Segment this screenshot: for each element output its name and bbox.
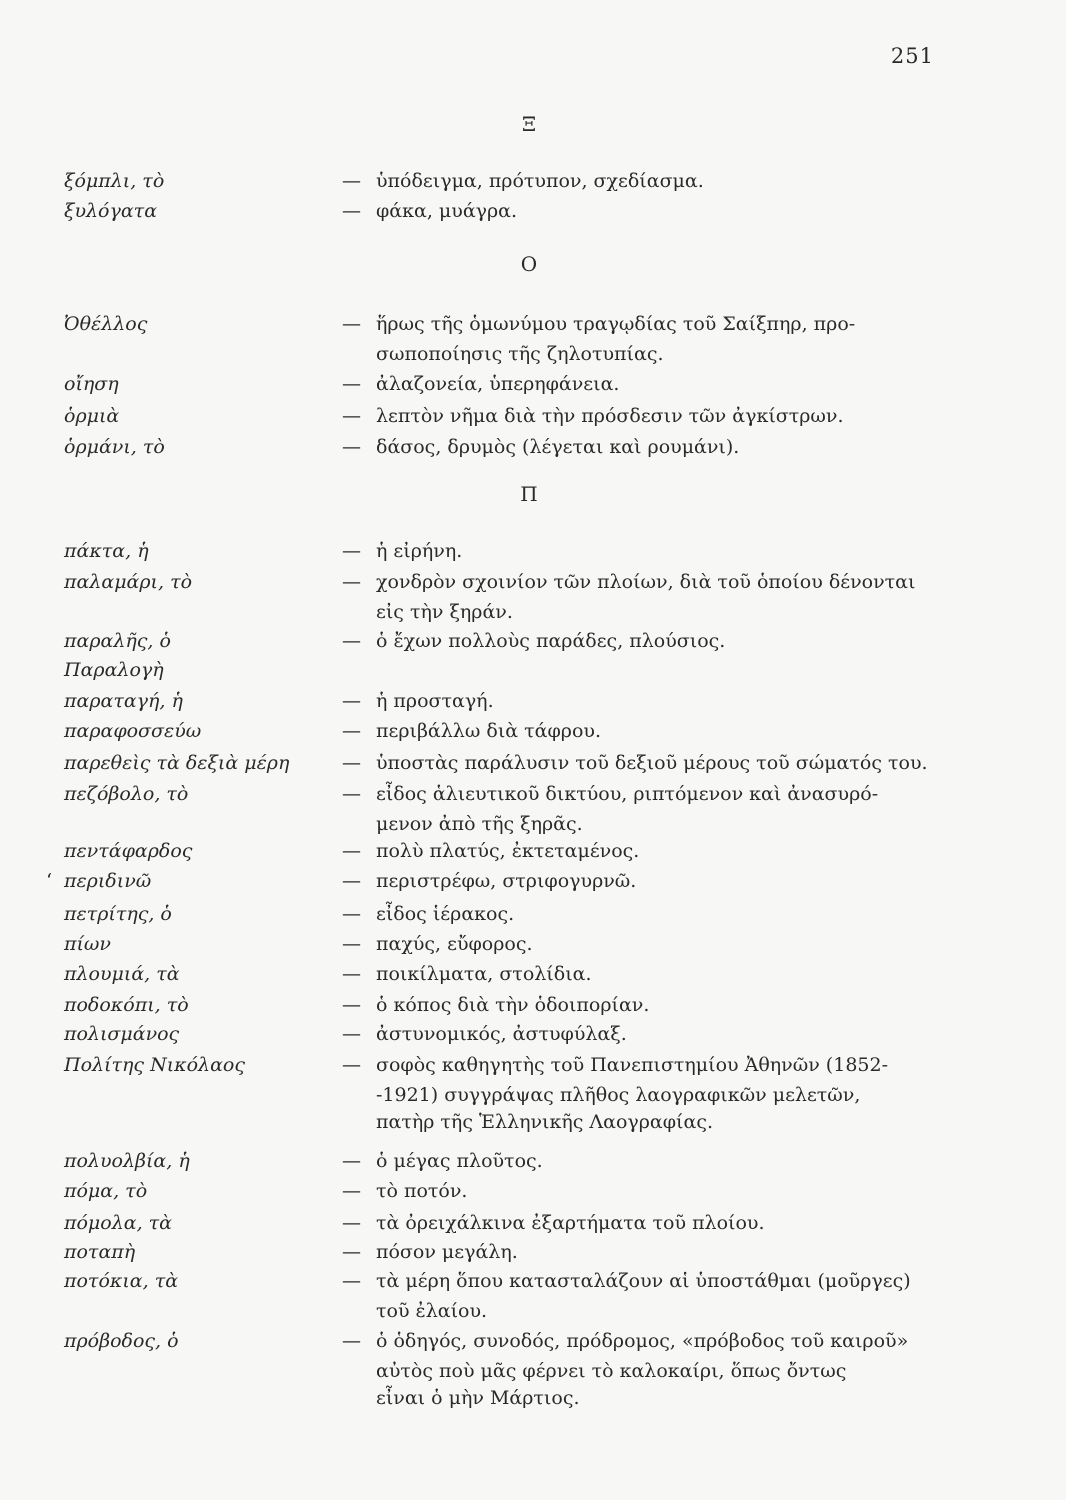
entry-definition: ὁ ἔχων πολλοὺς παράδες, πλούσιος.: [376, 630, 726, 652]
entry-term: πολυολβία, ἡ: [64, 1150, 190, 1172]
entry-definition: πολὺ πλατύς, ἐκτεταμένος.: [376, 840, 640, 862]
entry-definition: ὁ μέγας πλοῦτος.: [376, 1150, 543, 1172]
entry-dash: —: [342, 720, 361, 742]
entry-dash: —: [342, 571, 361, 593]
entry-dash: —: [342, 783, 361, 805]
entry-term: ποταπὴ: [64, 1241, 136, 1263]
entry-definition: αὐτὸς ποὺ μᾶς φέρνει τὸ καλοκαίρι, ὅπως ὄντως: [376, 1360, 847, 1382]
entry-dash: —: [342, 690, 361, 712]
page-number: 251: [890, 44, 934, 68]
entry-definition: ὑποστὰς παράλυσιν τοῦ δεξιοῦ μέρους τοῦ σώματός του.: [376, 752, 928, 774]
entry-term: παρεθεὶς τὰ δεξιὰ μέρη: [64, 752, 290, 774]
entry-definition: ὑπόδειγμα, πρότυπον, σχεδίασμα.: [376, 170, 704, 192]
section-letter: Ξ: [521, 112, 537, 136]
entry-term: οἴηση: [64, 373, 119, 395]
entry-definition: τὸ ποτόν.: [376, 1180, 468, 1202]
entry-definition: ἀλαζονεία, ὑπερηφάνεια.: [376, 373, 620, 395]
entry-definition: σωποποίησις τῆς ζηλοτυπίας.: [376, 343, 664, 365]
entry-dash: —: [342, 1212, 361, 1234]
entry-term: πάκτα, ἡ: [64, 540, 149, 562]
entry-term: πολισμάνος: [64, 1023, 180, 1045]
entry-term: πόμολα, τὰ: [64, 1212, 173, 1234]
entry-definition: τὰ ὀρειχάλκινα ἐξαρτήματα τοῦ πλοίου.: [376, 1212, 765, 1234]
entry-definition: σοφὸς καθηγητὴς τοῦ Πανεπιστημίου Ἀθηνῶν (1852-: [376, 1054, 888, 1076]
entry-dash: —: [342, 903, 361, 925]
entry-definition: τὰ μέρη ὅπου κατασταλάζουν αἱ ὑποστάθμαι (μοῦργες): [376, 1270, 911, 1292]
entry-definition: πατὴρ τῆς Ἑλληνικῆς Λαογραφίας.: [376, 1111, 713, 1133]
entry-definition: εἶναι ὁ μὴν Μάρτιος.: [376, 1387, 580, 1409]
entry-dash: —: [342, 870, 361, 892]
entry-definition: περιβάλλω διὰ τάφρου.: [376, 720, 601, 742]
entry-definition: λεπτὸν νῆμα διὰ τὴν πρόσδεσιν τῶν ἀγκίστρων.: [376, 405, 844, 427]
entry-definition: μενον ἀπὸ τῆς ξηρᾶς.: [376, 813, 583, 835]
entry-term: πρόβοδος, ὁ: [64, 1330, 179, 1352]
entry-definition: τοῦ ἐλαίου.: [376, 1300, 488, 1322]
entry-definition: χονδρὸν σχοινίον τῶν πλοίων, διὰ τοῦ ὁποίου δένονται: [376, 571, 916, 593]
entry-dash: —: [342, 1150, 361, 1172]
entry-term: ποτόκια, τὰ: [64, 1270, 179, 1292]
entry-dash: —: [342, 933, 361, 955]
entry-term: ὁρμάνι, τὸ: [64, 436, 165, 458]
entry-dash: —: [342, 840, 361, 862]
entry-term: παραφοσσεύω: [64, 720, 202, 742]
entry-dash: —: [342, 373, 361, 395]
entry-definition: δάσος, δρυμὸς (λέγεται καὶ ρουμάνι).: [376, 436, 740, 458]
entry-definition: ὁ κόπος διὰ τὴν ὁδοιπορίαν.: [376, 994, 650, 1016]
entry-term: ποδοκόπι, τὸ: [64, 994, 189, 1016]
entry-dash: —: [342, 630, 361, 652]
entry-term: περιδινῶ: [64, 870, 152, 892]
entry-term: πόμα, τὸ: [64, 1180, 148, 1202]
entry-definition: ποικίλματα, στολίδια.: [376, 963, 592, 985]
entry-term: ὁρμιὰ: [64, 405, 120, 427]
entry-term: πετρίτης, ὁ: [64, 903, 172, 925]
entry-definition: ὁ ὁδηγός, συνοδός, πρόδρομος, «πρόβοδος τοῦ καιροῦ»: [376, 1330, 909, 1352]
entry-term: πλουμιά, τὰ: [64, 963, 180, 985]
entry-dash: —: [342, 200, 361, 222]
entry-definition: εἶδος ἱέρακος.: [376, 903, 515, 925]
entry-term: Παραλογὴ: [64, 659, 164, 681]
entry-term: Πολίτης Νικόλαος: [64, 1054, 246, 1076]
entry-definition: πόσον μεγάλη.: [376, 1241, 518, 1263]
entry-dash: —: [342, 752, 361, 774]
entry-term: πεζόβολο, τὸ: [64, 783, 189, 805]
entry-dash: —: [342, 540, 361, 562]
entry-dash: —: [342, 1270, 361, 1292]
entry-term: παλαμάρι, τὸ: [64, 571, 193, 593]
entry-term: παραταγή, ἡ: [64, 690, 183, 712]
entry-dash: —: [342, 405, 361, 427]
entry-term: Ὀθέλλος: [64, 313, 148, 335]
entry-dash: —: [342, 436, 361, 458]
entry-definition: περιστρέφω, στριφογυρνῶ.: [376, 870, 637, 892]
entry-term: ξόμπλι, τὸ: [64, 170, 165, 192]
entry-definition: φάκα, μυάγρα.: [376, 200, 518, 222]
entry-dash: —: [342, 1054, 361, 1076]
entry-definition: ἡ προσταγή.: [376, 690, 494, 712]
entry-definition: ἡ εἰρήνη.: [376, 540, 463, 562]
entry-dash: —: [342, 170, 361, 192]
margin-mark: ‘: [46, 870, 53, 892]
entry-definition: εἰς τὴν ξηράν.: [376, 601, 513, 623]
section-letter: Π: [520, 482, 538, 506]
entry-dash: —: [342, 963, 361, 985]
entry-dash: —: [342, 1023, 361, 1045]
entry-definition: εἶδος ἁλιευτικοῦ δικτύου, ριπτόμενον καὶ ἀνασυρό-: [376, 783, 879, 805]
entry-dash: —: [342, 1180, 361, 1202]
entry-term: παραλῆς, ὁ: [64, 630, 171, 652]
entry-term: πεντάφαρδος: [64, 840, 193, 862]
entry-definition: ἀστυνομικός, ἀστυφύλαξ.: [376, 1023, 627, 1045]
entry-term: πίων: [64, 933, 111, 955]
section-letter: Ο: [520, 252, 538, 276]
entry-dash: —: [342, 994, 361, 1016]
entry-definition: παχύς, εὔφορος.: [376, 933, 533, 955]
entry-dash: —: [342, 1330, 361, 1352]
entry-dash: —: [342, 1241, 361, 1263]
entry-definition: ἥρως τῆς ὁμωνύμου τραγῳδίας τοῦ Σαίξπηρ, προ-: [376, 313, 856, 335]
entry-term: ξυλόγατα: [64, 200, 158, 222]
entry-dash: —: [342, 313, 361, 335]
entry-definition: -1921) συγγράψας πλῆθος λαογραφικῶν μελετῶν,: [376, 1084, 861, 1106]
